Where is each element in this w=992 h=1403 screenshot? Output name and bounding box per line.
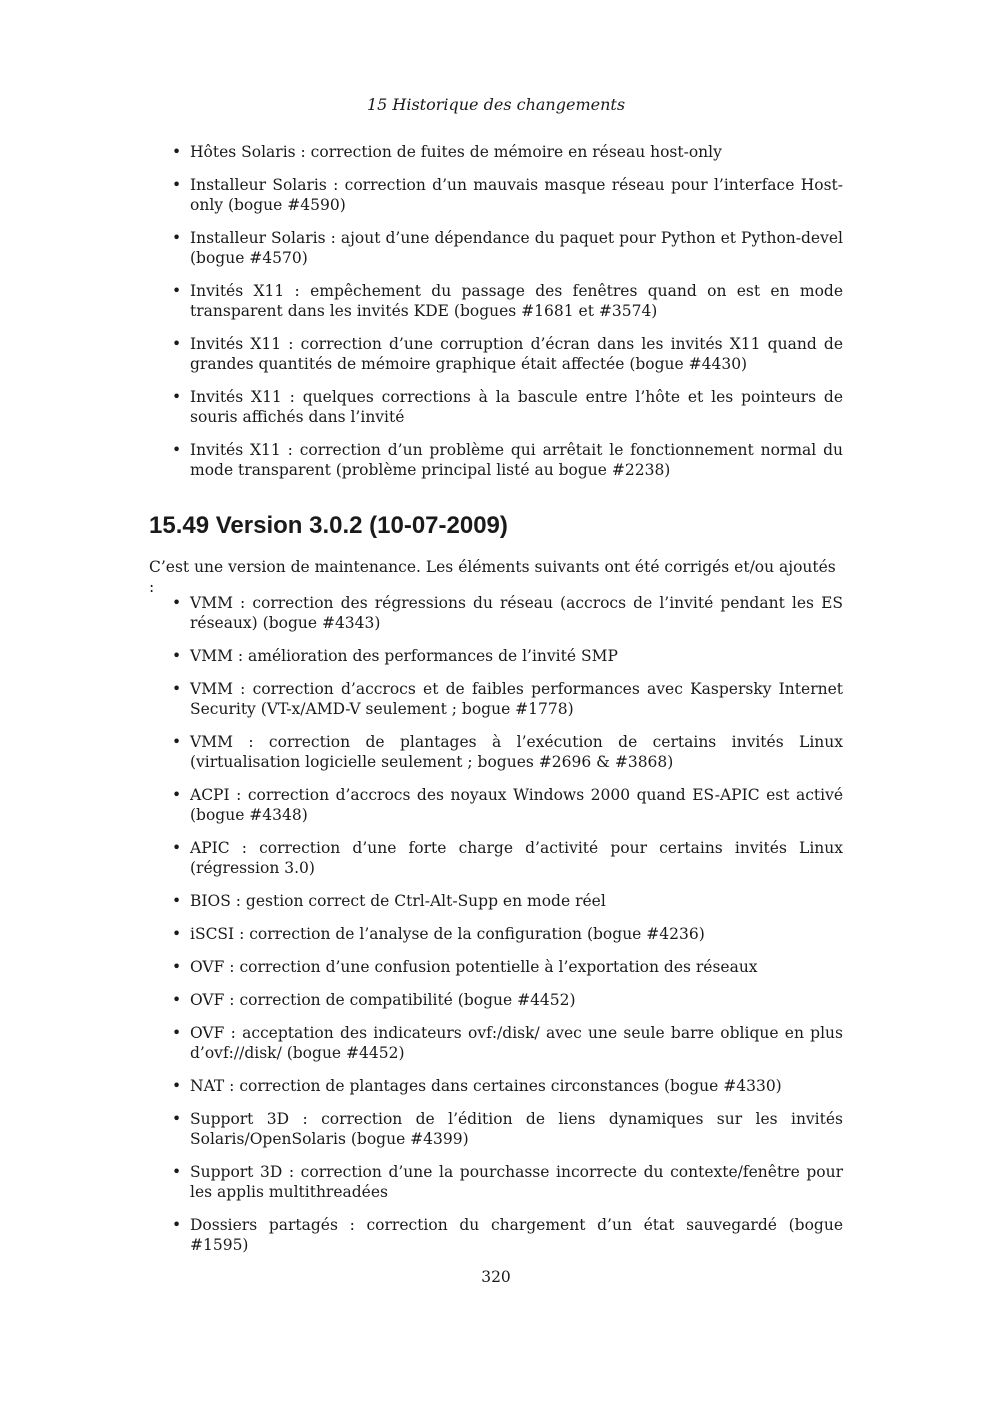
list-item: • OVF : acceptation des indicateurs ovf:/disk/ avec une seule barre oblique en plus d’ovf://disk/ (bogue #4452)	[172, 1023, 843, 1063]
page-number: 320	[481, 1268, 511, 1286]
changelog-list-previous	[172, 142, 843, 493]
changelog-list-version-3-0-2	[172, 593, 843, 1268]
list-item: • Dossiers partagés : correction du chargement d’un état sauvegardé (bogue #1595)	[172, 1215, 843, 1255]
list-item: • Installeur Solaris : correction d’un mauvais masque réseau pour l’interface Host-only (bogue #4590)	[172, 175, 843, 215]
list-item: • Hôtes Solaris : correction de fuites de mémoire en réseau host-only	[172, 142, 843, 162]
list-item: • OVF : correction d’une confusion potentielle à l’exportation des réseaux	[172, 957, 843, 977]
list-item: • VMM : correction de plantages à l’exécution de certains invités Linux (virtualisation logicielle seulement ; bogues #2696 & #3868)	[172, 732, 843, 772]
list-item: • VMM : correction d’accrocs et de faibles performances avec Kaspersky Internet Security (VT-x/AMD-V seulement ; bogue #1778)	[172, 679, 843, 719]
list-item: • Invités X11 : quelques corrections à la bascule entre l’hôte et les pointeurs de souris affichés dans l’invité	[172, 387, 843, 427]
list-item: • ACPI : correction d’accrocs des noyaux Windows 2000 quand ES-APIC est activé (bogue #4348)	[172, 785, 843, 825]
list-item: • Installeur Solaris : ajout d’une dépendance du paquet pour Python et Python-devel (bogue #4570)	[172, 228, 843, 268]
list-item: • Support 3D : correction de l’édition de liens dynamiques sur les invités Solaris/OpenSolaris (bogue #4399)	[172, 1109, 843, 1149]
list-item: • BIOS : gestion correct de Ctrl-Alt-Supp en mode réel	[172, 891, 843, 911]
running-header: 15 Historique des changements	[366, 95, 626, 114]
list-item: • NAT : correction de plantages dans certaines circonstances (bogue #4330)	[172, 1076, 843, 1096]
list-item: • iSCSI : correction de l’analyse de la configuration (bogue #4236)	[172, 924, 843, 944]
list-item: • Invités X11 : correction d’une corruption d’écran dans les invités X11 quand de grandes quantités de mémoire graphique était affectée (bogue #4430)	[172, 334, 843, 374]
list-item: • Invités X11 : empêchement du passage des fenêtres quand on est en mode transparent dans les invités KDE (bogues #1681 et #3574)	[172, 281, 843, 321]
section-heading: 15.49 Version 3.0.2 (10-07-2009)	[149, 512, 508, 539]
list-item: • OVF : correction de compatibilité (bogue #4452)	[172, 990, 843, 1010]
list-item: • Invités X11 : correction d’un problème qui arrêtait le fonctionnement normal du mode transparent (problème principal listé au bogue #2238)	[172, 440, 843, 480]
section-intro: C’est une version de maintenance. Les éléments suivants ont été corrigés et/ou ajoutés :	[149, 558, 836, 596]
list-item: • VMM : correction des régressions du réseau (accrocs de l’invité pendant les ES réseaux) (bogue #4343)	[172, 593, 843, 633]
list-item: • APIC : correction d’une forte charge d’activité pour certains invités Linux (régression 3.0)	[172, 838, 843, 878]
list-item: • VMM : amélioration des performances de l’invité SMP	[172, 646, 843, 666]
list-item: • Support 3D : correction d’une la pourchasse incorrecte du contexte/fenêtre pour les applis multithreadées	[172, 1162, 843, 1202]
